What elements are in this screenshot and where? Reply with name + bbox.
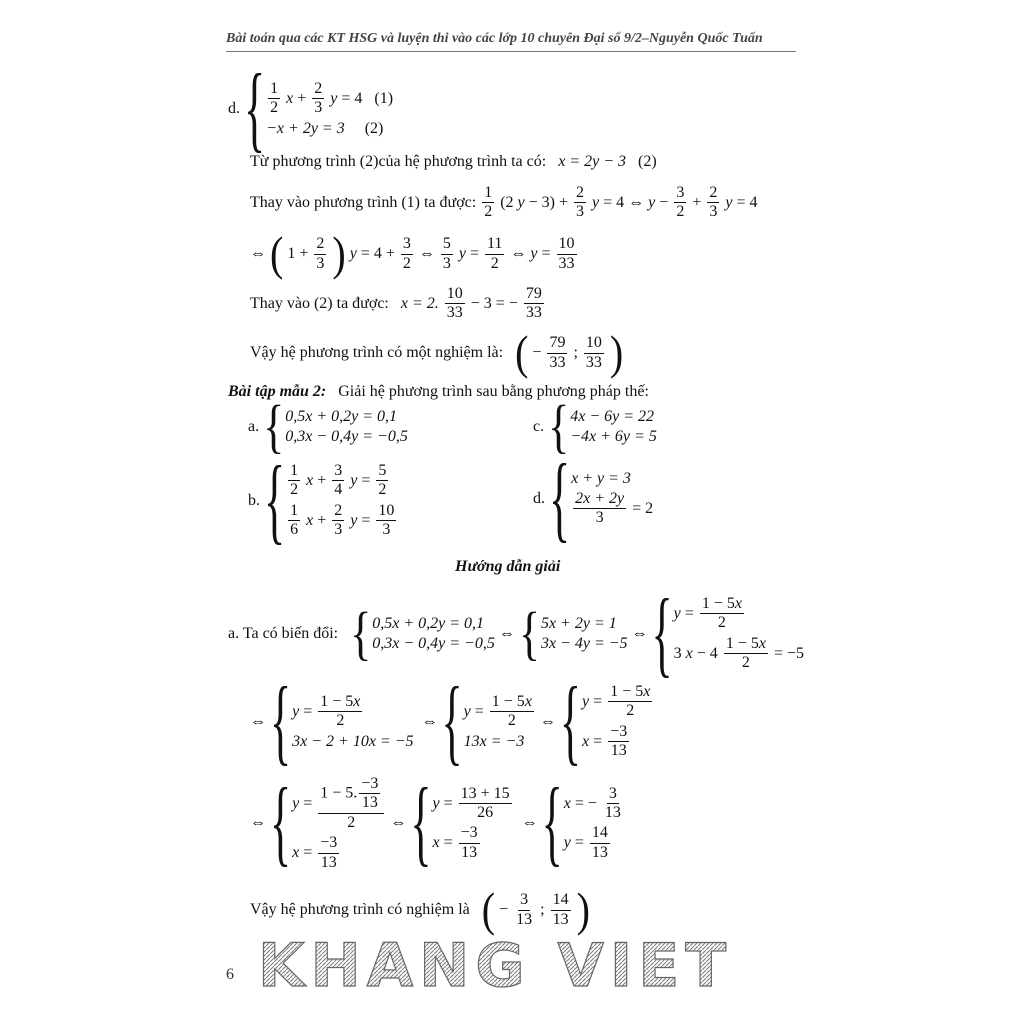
exercise-d: d. { x + y = 3 2x + 2y 3 = 2	[533, 443, 654, 552]
header-rule	[226, 51, 796, 52]
step-3: ⇔ ( 1 + 2 3 ) y = 4 + 3 2 ⇔ 5 3 y = 11 2 ⇔ y = 10 33	[250, 226, 575, 281]
solution-title: Hướng dẫn giải	[455, 558, 561, 575]
solution-row-2: ⇔ { y = 1 − 5x 2 3x − 2 + 10x = −5 ⇔ { y = 1 − 5x 2 13x = −3 ⇔ { y = 1 − 5x 2 x = −3 13	[250, 666, 651, 775]
page-number: 6	[226, 966, 234, 983]
exercise-b: b. { 1 2 x + 3 4 y = 5 2 1 6 x + 2 3 y = 10 3	[248, 445, 395, 554]
step-1: Từ phương trình (2)của hệ phương trình ta có: x = 2y − 3 (2)	[250, 153, 657, 170]
exercise-c: c. { 4x − 6y = 22 −4x + 6y = 5	[533, 393, 657, 460]
step-4: Thay vào (2) ta được: x = 2. 10 33 − 3 = − $\frac{79}{33}$	[250, 285, 542, 322]
khang-viet-logo	[258, 934, 778, 999]
step-2: Thay vào phương trình (1) ta được: 1 2 (2 y − 3) + 2 3 y = 4 ⇔ y − 3 2 + 2 3 y = 4	[250, 184, 758, 221]
solution-row-1: a. Ta có biến đổi: { 0,5x + 0,2y = 0,1 0,3x − 0,4y = −0,5 ⇔ { 5x + 2y = 1 3x − 4y = −5 ⇔ { y = 1 − 5x 2 3 x − 4 1 − 5x 2 = −5	[228, 578, 804, 687]
step-5: Vậy hệ phương trình có một nghiệm là: ( − 79 33 ; 10 33 )	[250, 325, 624, 380]
page-header: Bài toán qua các KT HSG và luyện thi vào các lớp 10 chuyên Đại số 9/2–Nguyễn Quốc Tuấn	[226, 31, 763, 46]
part-d-system: d. { 1 2 x + 2 3 y = 4 (1) −x + 2y = 3 (2)	[228, 53, 394, 162]
solution-conclusion: Vậy hệ phương trình có nghiệm là ( − 3 13 ; 14 13 )	[250, 882, 590, 937]
solution-row-3: ⇔ { y = 1 − 5. $\frac{-3}{13}$ 2 x = −3 13 ⇔ { y = 13 + 15 26 x = −3 13 ⇔ { x = − 3 13 y = 14 13	[250, 768, 621, 877]
exercise-heading: Bài tập mẫu 2: Giải hệ phương trình sau bằng phương pháp thế:	[228, 383, 649, 400]
part-d-label: d.	[228, 99, 240, 117]
logo-text: KHANG VIET	[258, 934, 733, 994]
exercise-a: a. { 0,5x + 0,2y = 0,1 0,3x − 0,4y = −0,5	[248, 393, 408, 460]
